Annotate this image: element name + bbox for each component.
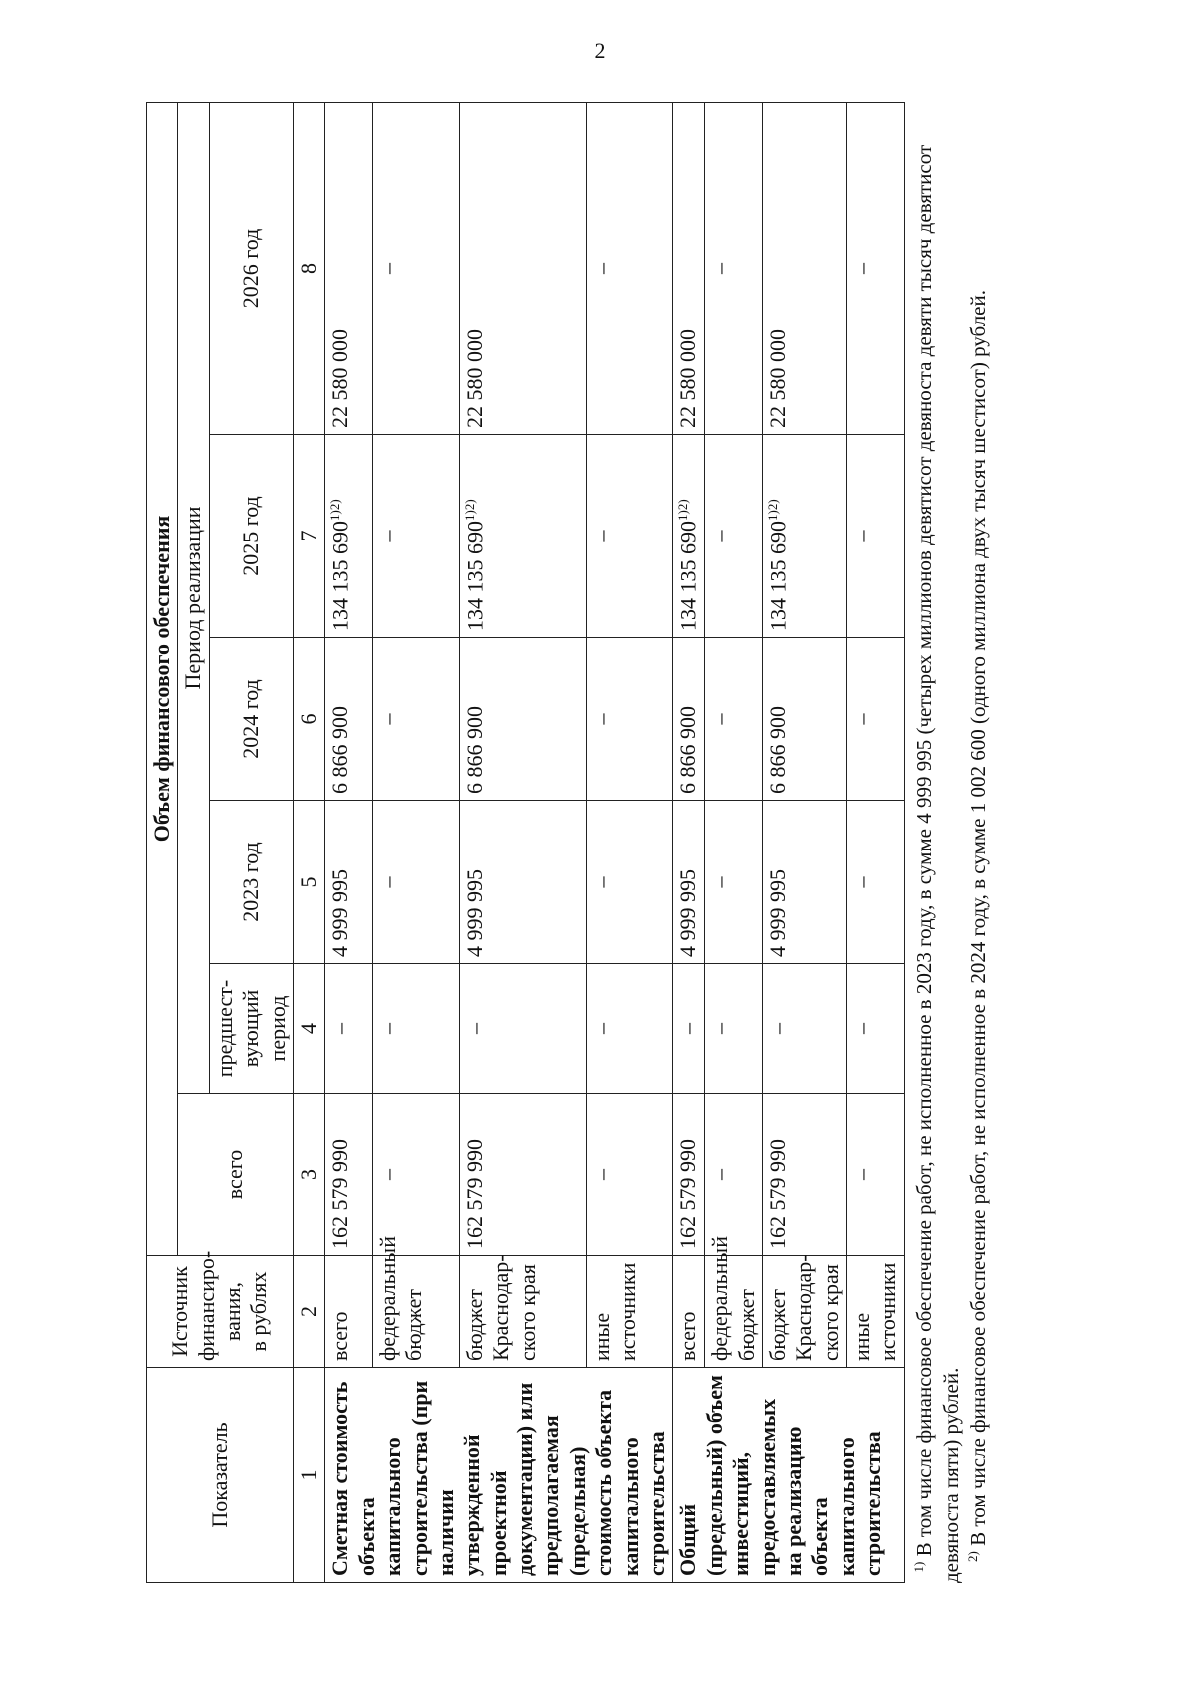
header-total: всего (178, 1094, 294, 1256)
value-cell: – (373, 638, 460, 801)
source-cell: бюджет Краснодар-ского края (459, 1256, 586, 1368)
value-cell: – (705, 801, 763, 964)
rotated-document-body (146, 103, 1126, 1583)
value-cell: 22 580 000 (325, 102, 373, 434)
header-year-2025: 2025 год (209, 435, 293, 638)
value-cell: 4 999 995 (459, 801, 586, 964)
column-number: 1 (293, 1368, 324, 1583)
value-cell: – (586, 435, 673, 638)
column-number: 7 (293, 435, 324, 638)
value-cell: – (673, 964, 705, 1094)
value-cell: 22 580 000 (762, 102, 846, 434)
source-cell: всего (325, 1256, 373, 1368)
value-cell: – (705, 638, 763, 801)
table-row (459, 102, 586, 1582)
value-cell: – (705, 102, 763, 434)
value-cell: – (586, 638, 673, 801)
header-period: Период реализации (178, 102, 209, 1093)
value-cell: 4 999 995 (762, 801, 846, 964)
table-row (373, 102, 460, 1582)
value-cell: – (586, 801, 673, 964)
value-cell: – (459, 964, 586, 1094)
value-cell: 22 580 000 (459, 102, 586, 434)
value-cell: – (762, 964, 846, 1094)
footnote-mark: 1)2) (461, 499, 477, 521)
value-cell: – (847, 801, 905, 964)
value-cell: – (847, 435, 905, 638)
value-cell: – (373, 1094, 460, 1256)
value-cell: 4 999 995 (673, 801, 705, 964)
header-year-2026: 2026 год (209, 102, 293, 434)
source-cell: федеральный бюджет (373, 1256, 460, 1368)
value-cell: 162 579 990 (459, 1094, 586, 1256)
footnote-mark: 1)2) (327, 499, 343, 521)
value-cell: – (705, 1094, 763, 1256)
table-row (762, 102, 846, 1582)
footnote-1: $^{1)}$ В том числе финансовое обеспечение работ, не исполненное в 2023 году, в сумме 4 999 995 (четырех миллионов девятисот девяноста девяти тысяч девятисот девяноста пяти) рублей. (910, 144, 964, 1583)
footnote-mark: 1)2) (764, 499, 780, 521)
value-cell: – (847, 638, 905, 801)
value-cell: – (847, 102, 905, 434)
value-cell: 134 135 $690^{1)2)}$ (459, 435, 586, 638)
source-cell: федеральный бюджет (705, 1256, 763, 1368)
value-cell: 6 866 900 (673, 638, 705, 801)
value-cell: – (373, 964, 460, 1094)
value-cell: – (586, 964, 673, 1094)
source-cell: всего (673, 1256, 705, 1368)
header-year-2024: 2024 год (209, 638, 293, 801)
column-number: 3 (293, 1094, 324, 1256)
page-number: 2 (594, 38, 606, 63)
column-number: 8 (293, 102, 324, 434)
value-cell: 134 135 $690^{1)2)}$ (673, 435, 705, 638)
table-row (325, 102, 373, 1582)
header-previous-period: предшест- вующий период (209, 964, 293, 1094)
value-cell: – (847, 1094, 905, 1256)
column-number: 4 (293, 964, 324, 1094)
table-row (586, 102, 673, 1582)
table-row (705, 102, 763, 1582)
column-number: 5 (293, 801, 324, 964)
indicator-cell: Общий (предельный) объем инвестиций, предоставляемых на реализацию объекта капитального строительства (673, 1368, 904, 1583)
value-cell: 22 580 000 (673, 102, 705, 434)
column-number-row (293, 102, 324, 1582)
value-cell: – (586, 1094, 673, 1256)
footnote-2: $^{2)}$ В том числе финансовое обеспечение работ, не исполненное в 2024 году, в сумме 1 002 600 (одного миллиона двух тысяч шестисот) рублей. (965, 290, 991, 1562)
value-cell: 6 866 900 (762, 638, 846, 801)
value-cell: 162 579 990 (325, 1094, 373, 1256)
source-cell: иные источники (586, 1256, 673, 1368)
table-row (847, 102, 905, 1582)
value-cell: – (705, 964, 763, 1094)
value-cell: 162 579 990 (762, 1094, 846, 1256)
header-source: Источник финансиро- вания, в рублях (147, 1256, 294, 1368)
column-number: 6 (293, 638, 324, 801)
header-indicator: Показатель (147, 1368, 294, 1583)
source-cell: бюджет Краснодар-ского края (762, 1256, 846, 1368)
value-cell: 6 866 900 (325, 638, 373, 801)
value-cell: – (373, 801, 460, 964)
financing-table (146, 102, 905, 1583)
value-cell: 162 579 990 (673, 1094, 705, 1256)
value-cell: – (373, 435, 460, 638)
footnotes (911, 103, 993, 1583)
source-cell: иные источники (847, 1256, 905, 1368)
column-number: 2 (293, 1256, 324, 1368)
value-cell: 6 866 900 (459, 638, 586, 801)
value-cell: 134 135 $690^{1)2)}$ (762, 435, 846, 638)
footnote-mark: 1)2) (675, 499, 691, 521)
header-year-2023: 2023 год (209, 801, 293, 964)
value-cell: 4 999 995 (325, 801, 373, 964)
value-cell: – (705, 435, 763, 638)
table-title: Объем финансового обеспечения (147, 102, 178, 1255)
table-row (673, 102, 705, 1582)
value-cell: – (586, 102, 673, 434)
value-cell: – (847, 964, 905, 1094)
value-cell: – (325, 964, 373, 1094)
indicator-cell: Сметная стоимость объекта капитального строительства (при наличии утвержденной проектной документации) или предполагаемая (предельная) стоимость объекта капитального строительства (325, 1368, 673, 1583)
value-cell: 134 135 $690^{1)2)}$ (325, 435, 373, 638)
value-cell: – (373, 102, 460, 434)
